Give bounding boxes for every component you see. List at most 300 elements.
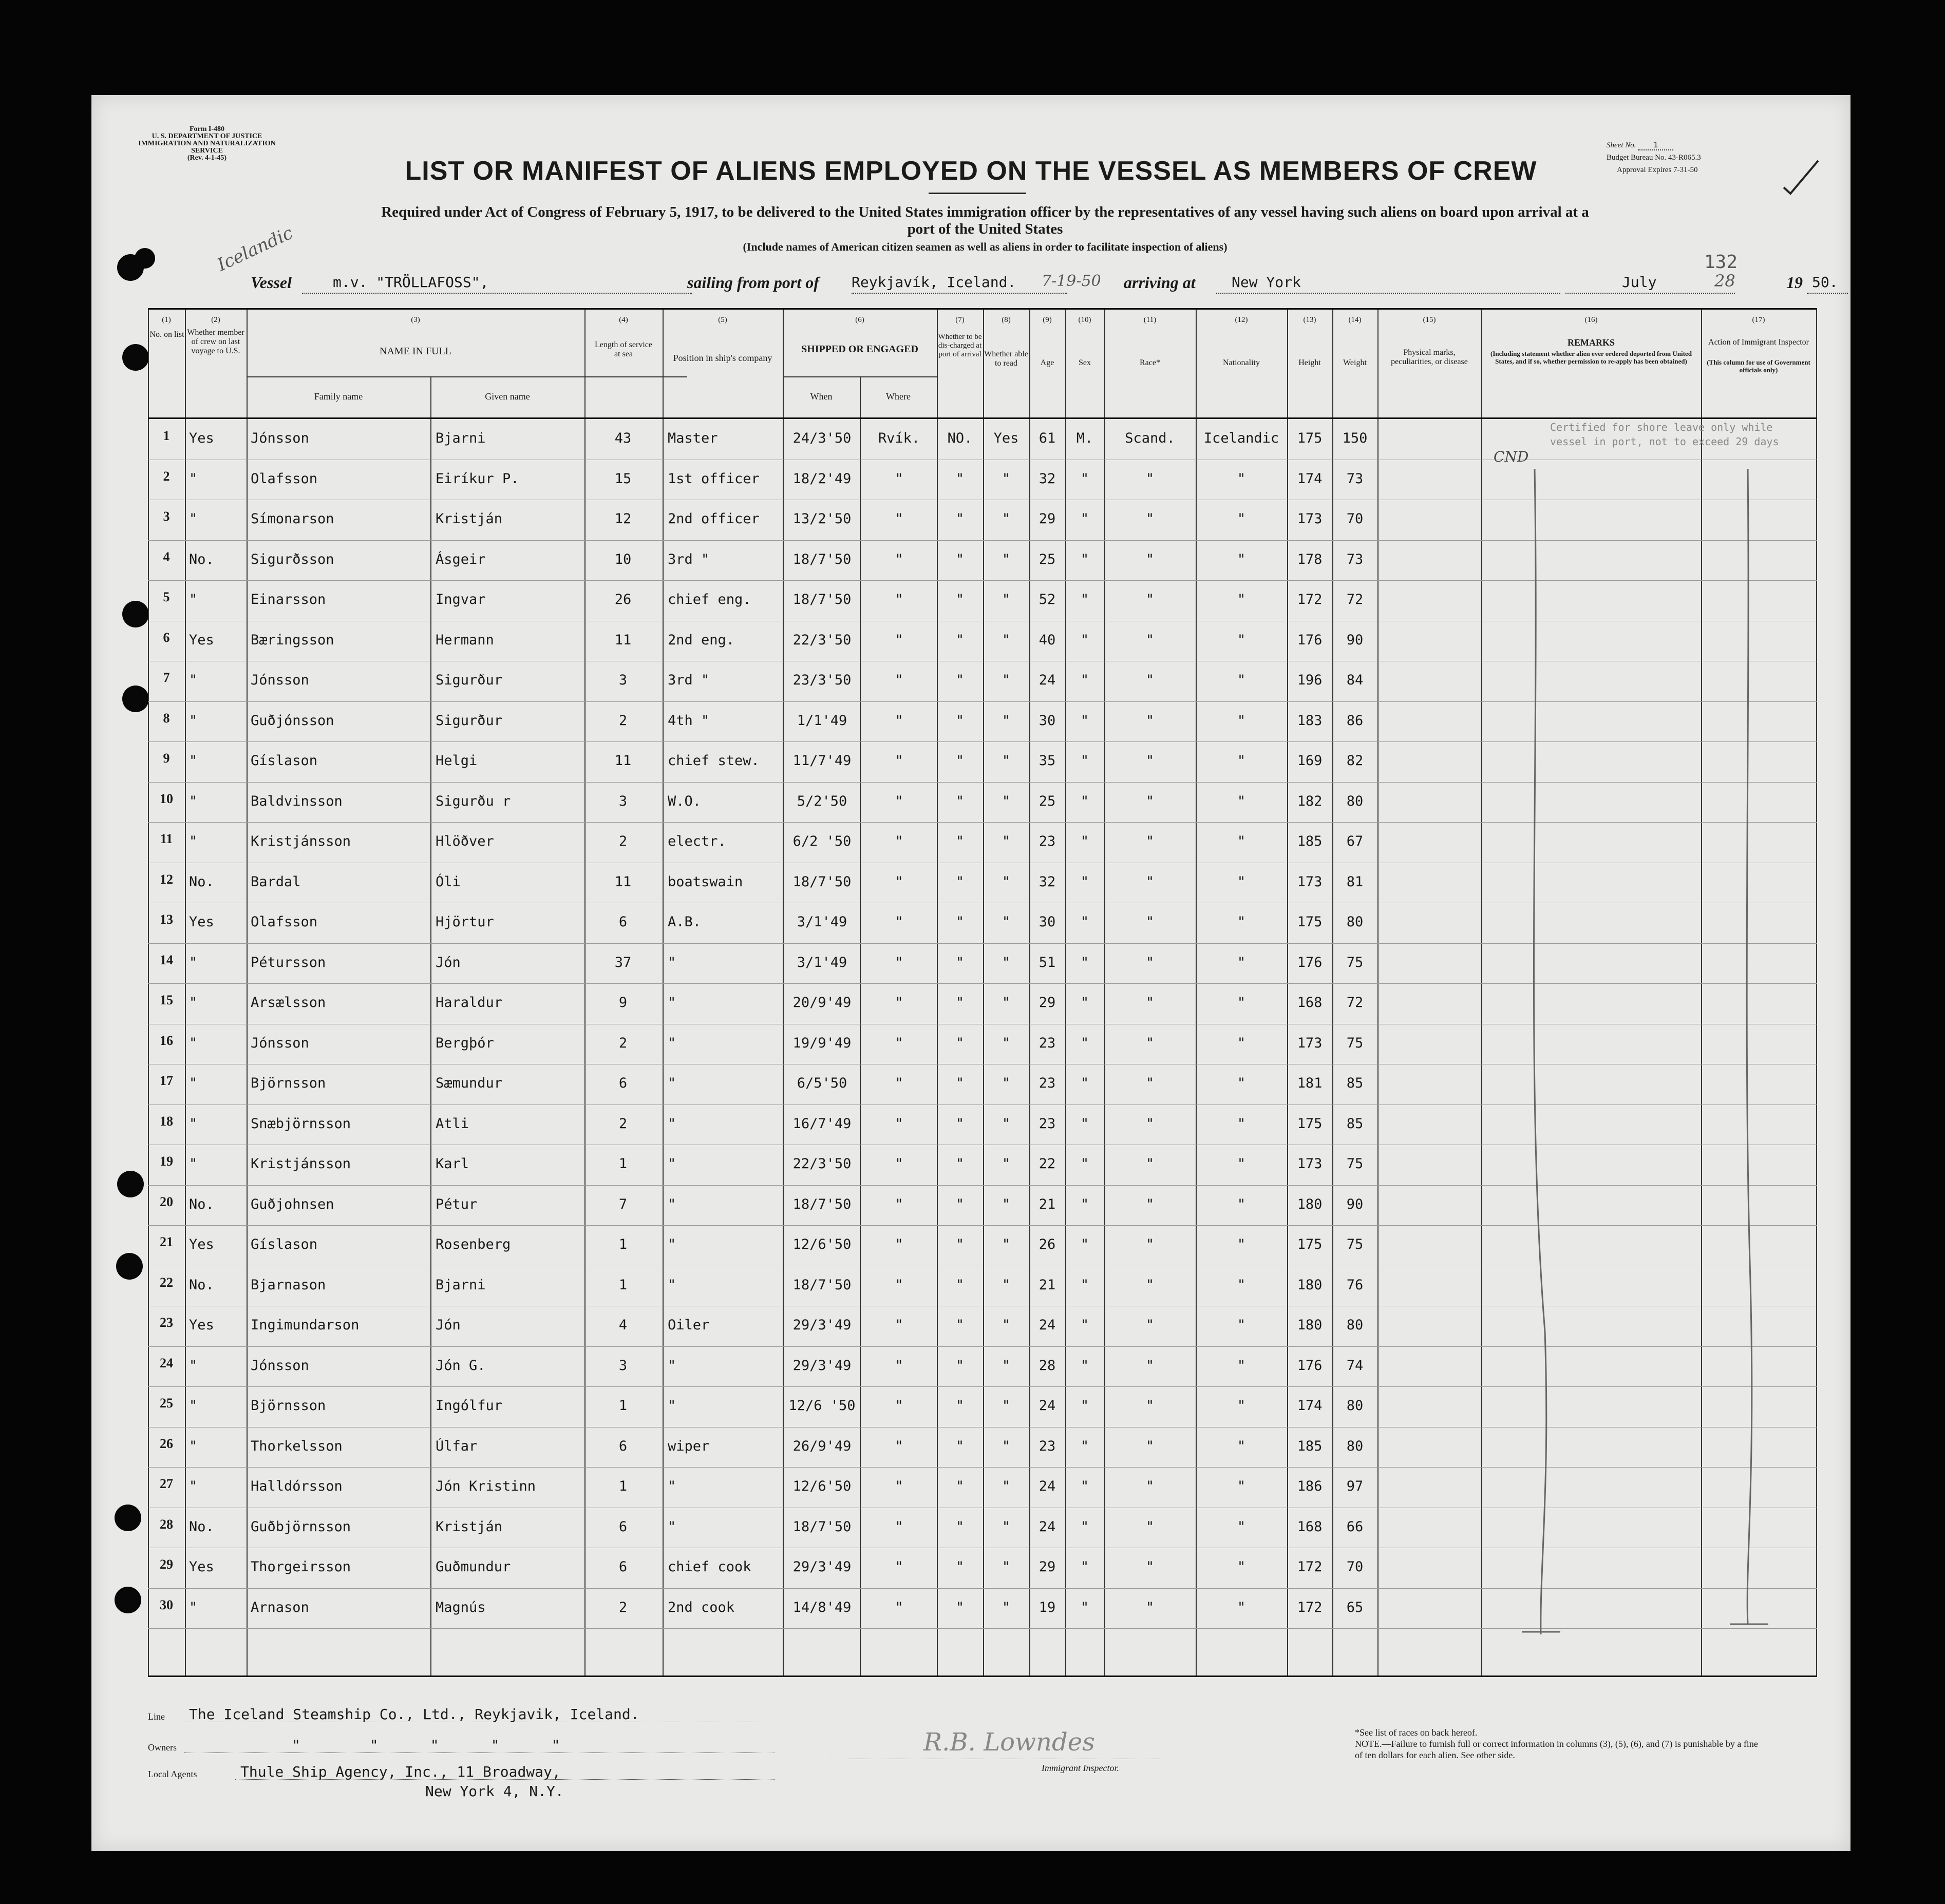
col-4-header: Length of service at sea [595, 340, 652, 358]
shipped-where-cell: " [895, 551, 903, 567]
age-cell: 24 [1038, 1518, 1056, 1535]
discharged-cell: NO. [947, 430, 973, 446]
departure-date-handwritten: 7-19-50 [1042, 272, 1101, 290]
able-to-read-cell: " [1002, 793, 1011, 809]
service-length-cell: 6 [618, 1559, 628, 1575]
last-voyage-cell: " [189, 712, 198, 729]
race-cell: " [1145, 1236, 1155, 1252]
family-name-cell: Jónsson [251, 672, 309, 688]
col-1-header: No. on list [149, 330, 184, 339]
row-number: 25 [160, 1396, 173, 1411]
shipped-where-cell: " [895, 1035, 903, 1051]
nationality-cell: " [1237, 1478, 1246, 1494]
service-length-cell: 2 [618, 833, 628, 849]
discharged-cell: " [955, 1599, 965, 1615]
shipped-when-cell: 3/1'49 [797, 954, 847, 970]
shipped-when-cell: 13/2'50 [792, 511, 852, 527]
race-cell: " [1145, 1075, 1155, 1091]
family-name-cell: Bjarnason [251, 1277, 326, 1293]
given-name-cell: Ingvar [436, 592, 486, 607]
family-name-cell: Einarsson [251, 592, 326, 607]
nationality-cell: " [1237, 1398, 1246, 1414]
age-cell: 23 [1038, 1115, 1056, 1132]
weight-cell: 76 [1346, 1277, 1364, 1293]
arrival-year-suffix: 50. [1807, 272, 1848, 294]
able-to-read-cell: " [1002, 1398, 1011, 1414]
weight-cell: 75 [1346, 1236, 1364, 1252]
discharged-cell: " [955, 1196, 965, 1212]
height-cell: 178 [1297, 551, 1323, 567]
weight-cell: 84 [1346, 672, 1364, 688]
weight-cell: 72 [1346, 995, 1364, 1011]
col-7-number: (7) [955, 316, 965, 324]
race-cell: " [1145, 1035, 1155, 1051]
row-number: 23 [160, 1315, 173, 1330]
race-cell: " [1145, 1277, 1155, 1293]
family-name-cell: Thorkelsson [251, 1438, 343, 1454]
able-to-read-cell: " [1002, 1035, 1011, 1051]
height-cell: 180 [1297, 1196, 1323, 1212]
row-number: 4 [163, 549, 170, 564]
col-16-subheader: (Including statement whether alien ever ordered deported from United States, and if so, whether permission to re-apply has been obtained) [1490, 350, 1692, 365]
manifest-sheet [91, 95, 1850, 1851]
shipped-where-cell: " [895, 914, 903, 930]
race-cell: " [1145, 914, 1155, 930]
nationality-cell: " [1237, 1075, 1246, 1091]
position-cell: 3rd " [668, 551, 710, 567]
sex-cell: " [1080, 1035, 1089, 1051]
shipped-where-cell: " [895, 1075, 903, 1091]
races-footnote: *See list of races on back hereof. [1355, 1727, 1478, 1738]
weight-cell: 85 [1346, 1075, 1364, 1091]
col-11-header: Race* [1140, 358, 1160, 367]
family-name-cell: Olafsson [251, 914, 318, 930]
title-underline [929, 193, 1026, 194]
shipped-when-cell: 11/7'49 [792, 753, 852, 769]
sex-cell: " [1080, 1559, 1089, 1575]
department-name: U. S. DEPARTMENT OF JUSTICE [152, 132, 262, 140]
punch-hole [135, 248, 155, 269]
arrival-year-prefix: 19 [1786, 273, 1803, 292]
able-to-read-cell: " [1002, 511, 1011, 527]
col-5-header: Position in ship's company [673, 353, 772, 363]
discharged-cell: " [955, 632, 965, 648]
subtitle-port: port of the United States [907, 221, 1063, 237]
last-voyage-cell: " [189, 1478, 198, 1494]
weight-cell: 80 [1346, 914, 1364, 930]
age-cell: 32 [1038, 470, 1056, 487]
race-cell: " [1145, 1599, 1155, 1615]
age-cell: 26 [1038, 1236, 1056, 1252]
weight-cell: 80 [1346, 793, 1364, 809]
vessel-line [251, 271, 1838, 298]
age-cell: 24 [1038, 1398, 1056, 1414]
last-voyage-cell: Yes [189, 1317, 214, 1333]
discharged-cell: " [955, 1115, 965, 1132]
family-name-cell: Björnsson [251, 1398, 326, 1414]
service-length-cell: 3 [618, 793, 628, 809]
service-length-cell: 6 [618, 914, 628, 930]
given-name-cell: Helgi [436, 753, 478, 769]
nationality-cell: " [1237, 1035, 1246, 1051]
col-17-number: (17) [1752, 316, 1765, 324]
shipped-when-cell: 18/7'50 [792, 592, 852, 607]
discharged-cell: " [955, 511, 965, 527]
race-cell: " [1145, 1438, 1155, 1454]
discharged-cell: " [955, 1075, 965, 1091]
col-7-header: Whether to be dis-charged at port of arrival [938, 333, 982, 358]
height-cell: 176 [1297, 1357, 1323, 1374]
punch-hole [122, 686, 149, 712]
given-name-cell: Ingólfur [436, 1398, 503, 1414]
race-cell: " [1145, 873, 1155, 890]
last-voyage-cell: Yes [189, 914, 214, 930]
punch-hole [115, 1505, 141, 1531]
nationality-cell: " [1237, 672, 1246, 688]
position-cell: 2nd eng. [668, 632, 735, 648]
family-name-cell: Björnsson [251, 1075, 326, 1091]
weight-cell: 80 [1346, 1438, 1364, 1454]
arriving-label: arriving at [1124, 273, 1196, 292]
able-to-read-cell: Yes [993, 430, 1019, 446]
row-number: 6 [163, 630, 170, 645]
local-agents-label: Local Agents [148, 1769, 197, 1779]
weight-cell: 97 [1346, 1478, 1364, 1494]
position-cell: 4th " [668, 712, 710, 729]
given-name-cell: Sigurður [436, 672, 503, 688]
col-13-number: (13) [1303, 316, 1316, 324]
able-to-read-cell: " [1002, 592, 1011, 607]
row-number: 9 [163, 751, 170, 766]
nationality-cell: Icelandic [1203, 430, 1279, 446]
age-cell: 61 [1038, 430, 1056, 446]
shipped-where-cell: " [895, 1518, 903, 1535]
handwritten-nationality-note: Icelandic [214, 222, 296, 276]
last-voyage-cell: " [189, 1599, 198, 1615]
budget-bureau-number: Budget Bureau No. 43-R065.3 [1607, 154, 1701, 162]
row-number: 27 [160, 1476, 173, 1491]
age-cell: 24 [1038, 1478, 1056, 1494]
discharged-cell: " [955, 914, 965, 930]
nationality-cell: " [1237, 712, 1246, 729]
sex-cell: " [1080, 1277, 1089, 1293]
race-cell: " [1145, 793, 1155, 809]
able-to-read-cell: " [1002, 632, 1011, 648]
service-length-cell: 11 [614, 873, 632, 890]
form-revision: (Rev. 4-1-45) [187, 154, 227, 162]
nationality-cell: " [1237, 954, 1246, 970]
able-to-read-cell: " [1002, 1277, 1011, 1293]
age-cell: 29 [1038, 1559, 1056, 1575]
shipped-when-cell: 6/2 '50 [792, 833, 852, 849]
sex-cell: " [1080, 1196, 1089, 1212]
row-number: 19 [160, 1154, 173, 1169]
given-name-cell: Jón [436, 1317, 461, 1333]
race-cell: " [1145, 1317, 1155, 1333]
shipped-when-cell: 23/3'50 [792, 672, 852, 688]
sex-cell: " [1080, 672, 1089, 688]
shipped-when-cell: 22/3'50 [792, 632, 852, 648]
service-length-cell: 1 [618, 1398, 628, 1414]
last-voyage-cell: " [189, 1398, 198, 1414]
last-voyage-cell: " [189, 1438, 198, 1454]
service-length-cell: 9 [618, 995, 628, 1011]
nationality-cell: " [1237, 470, 1246, 487]
row-number: 29 [160, 1557, 173, 1572]
position-cell: chief cook [668, 1559, 751, 1575]
owners-value: " " " " " [292, 1737, 560, 1754]
row-number: 7 [163, 670, 170, 685]
manifest-footer [148, 1697, 1817, 1841]
service-length-cell: 7 [618, 1196, 628, 1212]
shipped-when-cell: 22/3'50 [792, 1156, 852, 1172]
last-voyage-cell: " [189, 592, 198, 607]
discharged-cell: " [955, 1156, 965, 1172]
nationality-cell: " [1237, 753, 1246, 769]
race-cell: " [1145, 511, 1155, 527]
shipped-when-cell: 1/1'49 [797, 712, 847, 729]
position-cell: A.B. [668, 914, 702, 930]
position-cell: " [668, 1115, 676, 1132]
age-cell: 24 [1038, 1317, 1056, 1333]
height-cell: 175 [1297, 914, 1323, 930]
last-voyage-cell: " [189, 1357, 198, 1374]
age-cell: 23 [1038, 1035, 1056, 1051]
race-cell: " [1145, 672, 1155, 688]
row-number: 11 [160, 831, 173, 846]
height-cell: 173 [1297, 1035, 1323, 1051]
given-name-cell: Sigurðu r [436, 793, 511, 809]
family-name-cell: Snæbjörnsson [251, 1115, 351, 1132]
owners-label: Owners [148, 1742, 177, 1753]
family-name-cell: Símonarson [251, 511, 334, 527]
height-cell: 175 [1297, 1115, 1323, 1132]
race-cell: " [1145, 1398, 1155, 1414]
given-name-cell: Jón G. [436, 1357, 486, 1374]
height-cell: 169 [1297, 753, 1323, 769]
height-cell: 173 [1297, 1156, 1323, 1172]
last-voyage-cell: No. [189, 1196, 214, 1212]
weight-cell: 74 [1346, 1357, 1364, 1374]
shipped-where-cell: " [895, 1559, 903, 1575]
shipped-when-cell: 12/6 '50 [788, 1398, 856, 1414]
nationality-cell: " [1237, 1599, 1246, 1615]
family-name-cell: Kristjánsson [251, 1156, 351, 1172]
sex-cell: " [1080, 592, 1089, 607]
col-12-header: Nationality [1223, 358, 1260, 367]
given-name-cell: Karl [436, 1156, 469, 1172]
col-5-number: (5) [718, 316, 727, 324]
shipped-where-cell: " [895, 672, 903, 688]
shipped-when-cell: 29/3'49 [792, 1559, 852, 1575]
discharged-cell: " [955, 1478, 965, 1494]
position-cell: " [668, 1196, 676, 1212]
inspector-signature: R.B. Lowndes [923, 1728, 1095, 1757]
col-6-where-header: Where [886, 391, 911, 402]
position-cell: " [668, 1277, 676, 1293]
race-cell: " [1145, 995, 1155, 1011]
service-length-cell: 1 [618, 1478, 628, 1494]
shipped-where-cell: " [895, 995, 903, 1011]
weight-cell: 67 [1346, 833, 1364, 849]
col-3-header: NAME IN FULL [380, 346, 451, 357]
line-value: The Iceland Steamship Co., Ltd., Reykjavik, Iceland. [189, 1706, 639, 1723]
given-name-cell: Bjarni [436, 1277, 486, 1293]
last-voyage-cell: " [189, 1075, 198, 1091]
nationality-cell: " [1237, 1196, 1246, 1212]
nationality-cell: " [1237, 1277, 1246, 1293]
col-6-header: SHIPPED OR ENGAGED [801, 344, 918, 355]
race-cell: " [1145, 954, 1155, 970]
race-cell: " [1145, 712, 1155, 729]
position-cell: 3rd " [668, 672, 710, 688]
shipped-when-cell: 12/6'50 [792, 1478, 852, 1494]
weight-cell: 90 [1346, 632, 1364, 648]
family-name-cell: Arnason [251, 1599, 309, 1615]
able-to-read-cell: " [1002, 1075, 1011, 1091]
race-cell: " [1145, 1559, 1155, 1575]
height-cell: 176 [1297, 954, 1323, 970]
nationality-cell: " [1237, 1156, 1246, 1172]
shipped-when-cell: 18/7'50 [792, 551, 852, 567]
last-voyage-cell: " [189, 833, 198, 849]
age-cell: 23 [1038, 1075, 1056, 1091]
height-cell: 174 [1297, 470, 1323, 487]
position-cell: wiper [668, 1438, 710, 1454]
height-cell: 172 [1297, 592, 1323, 607]
height-cell: 172 [1297, 1559, 1323, 1575]
family-name-cell: Gíslason [251, 753, 318, 769]
age-cell: 21 [1038, 1196, 1056, 1212]
last-voyage-cell: " [189, 1156, 198, 1172]
shipped-when-cell: 24/3'50 [792, 430, 852, 446]
row-number: 10 [160, 791, 173, 806]
shipped-when-cell: 19/9'49 [792, 1035, 852, 1051]
height-cell: 175 [1297, 430, 1323, 446]
weight-cell: 81 [1346, 873, 1364, 890]
nationality-cell: " [1237, 511, 1246, 527]
page-title: LIST OR MANIFEST OF ALIENS EMPLOYED ON THE VESSEL AS MEMBERS OF CREW [405, 156, 1537, 186]
age-cell: 24 [1038, 672, 1056, 688]
race-cell: " [1145, 551, 1155, 567]
able-to-read-cell: " [1002, 873, 1011, 890]
shipped-where-cell: " [895, 470, 903, 487]
col-17-subheader: (This column for use of Government officials only) [1707, 358, 1810, 374]
last-voyage-cell: No. [189, 1518, 214, 1535]
nationality-cell: " [1237, 833, 1246, 849]
sex-cell: " [1080, 1357, 1089, 1374]
punch-hole [116, 1253, 143, 1280]
service-length-cell: 2 [618, 1115, 628, 1132]
row-number: 18 [160, 1113, 173, 1129]
position-cell: chief eng. [668, 592, 751, 607]
position-cell: " [668, 1398, 676, 1414]
discharged-cell: " [955, 1438, 965, 1454]
weight-cell: 75 [1346, 954, 1364, 970]
weight-cell: 70 [1346, 1559, 1364, 1575]
discharged-cell: " [955, 873, 965, 890]
ditto-bracket-lines [1483, 459, 1812, 1640]
age-cell: 29 [1038, 995, 1056, 1011]
able-to-read-cell: " [1002, 1317, 1011, 1333]
subtitle-act: Required under Act of Congress of February 5, 1917, to be delivered to the United States immigration officer by the representatives of any vessel having such aliens on board upon arrival at a [381, 204, 1589, 220]
able-to-read-cell: " [1002, 1115, 1011, 1132]
family-name-cell: Ingimundarson [251, 1317, 360, 1333]
age-cell: 30 [1038, 914, 1056, 930]
immigrant-inspector-label: Immigrant Inspector. [1042, 1763, 1119, 1773]
age-cell: 19 [1038, 1599, 1056, 1615]
weight-cell: 80 [1346, 1317, 1364, 1333]
sex-cell: " [1080, 511, 1089, 527]
nationality-cell: " [1237, 1115, 1246, 1132]
row-number: 14 [160, 952, 173, 967]
position-cell: 2nd cook [668, 1599, 735, 1615]
position-cell: boatswain [668, 873, 743, 890]
col-1-number: (1) [162, 316, 171, 324]
last-voyage-cell: " [189, 1035, 198, 1051]
service-length-cell: 10 [614, 551, 632, 567]
port-of-departure: Reykjavík, Iceland. [852, 272, 1067, 294]
sex-cell: " [1080, 1075, 1089, 1091]
nationality-cell: " [1237, 1518, 1246, 1535]
family-name-cell: Bardal [251, 873, 301, 890]
age-cell: 32 [1038, 873, 1056, 890]
weight-cell: 66 [1346, 1518, 1364, 1535]
nationality-cell: " [1237, 873, 1246, 890]
row-number: 26 [160, 1436, 173, 1451]
age-cell: 21 [1038, 1277, 1056, 1293]
service-length-cell: 3 [618, 1357, 628, 1374]
punch-hole [122, 601, 149, 627]
shipped-when-cell: 18/7'50 [792, 1518, 852, 1535]
discharged-cell: " [955, 1236, 965, 1252]
given-name-cell: Atli [436, 1115, 469, 1132]
service-length-cell: 1 [618, 1236, 628, 1252]
service-length-cell: 6 [618, 1438, 628, 1454]
age-cell: 28 [1038, 1357, 1056, 1374]
discharged-cell: " [955, 1035, 965, 1051]
age-cell: 29 [1038, 511, 1056, 527]
punch-hole [115, 1587, 141, 1613]
able-to-read-cell: " [1002, 914, 1011, 930]
nationality-cell: " [1237, 592, 1246, 607]
discharged-cell: " [955, 1398, 965, 1414]
able-to-read-cell: " [1002, 1438, 1011, 1454]
sex-cell: " [1080, 551, 1089, 567]
sheet-number: 1 [1638, 140, 1673, 150]
penalty-note: NOTE.—Failure to furnish full or correct information in columns (3), (5), (6), and (7) is punishable by a fine of ten dollars for each alien. See other side. [1355, 1739, 1758, 1760]
shipped-when-cell: 29/3'49 [792, 1357, 852, 1374]
row-number: 5 [163, 589, 170, 604]
arrival-month: July [1565, 272, 1735, 294]
shipped-where-cell: " [895, 1236, 903, 1252]
race-cell: " [1145, 1478, 1155, 1494]
given-name-cell: Eiríkur P. [436, 470, 519, 487]
given-name-cell: Guðmundur [436, 1559, 511, 1575]
able-to-read-cell: " [1002, 995, 1011, 1011]
service-length-cell: 3 [618, 672, 628, 688]
last-voyage-cell: Yes [189, 430, 214, 446]
able-to-read-cell: " [1002, 753, 1011, 769]
family-name-cell: Arsælsson [251, 995, 326, 1011]
family-name-cell: Baldvinsson [251, 793, 343, 809]
shipped-when-cell: 12/6'50 [792, 1236, 852, 1252]
height-cell: 180 [1297, 1277, 1323, 1293]
arrival-day: 28 [1714, 271, 1735, 291]
last-voyage-cell: No. [189, 873, 214, 890]
height-cell: 185 [1297, 1438, 1323, 1454]
given-name-cell: Hjörtur [436, 914, 494, 930]
